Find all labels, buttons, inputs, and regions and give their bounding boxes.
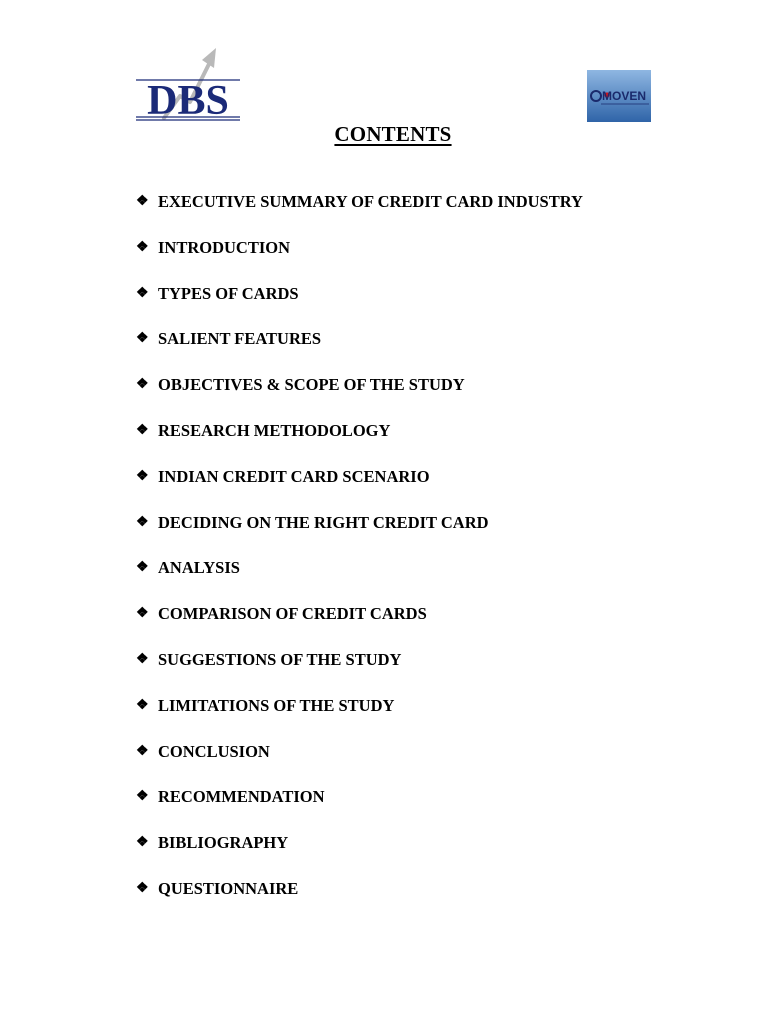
toc-item-label: RECOMMENDATION xyxy=(158,787,325,807)
diamond-four-bullet-icon: ❖ xyxy=(136,560,149,576)
moven-logo-graphic xyxy=(587,70,651,122)
diamond-four-bullet-icon: ❖ xyxy=(136,331,149,347)
diamond-four-bullet-icon: ❖ xyxy=(136,651,149,667)
toc-item xyxy=(136,831,583,877)
toc-item-label: SUGGESTIONS OF THE STUDY xyxy=(158,649,402,669)
diamond-four-bullet-icon: ❖ xyxy=(136,743,149,759)
toc-item xyxy=(136,327,583,373)
toc-item-label: OBJECTIVES & SCOPE OF THE STUDY xyxy=(158,375,465,395)
toc-item xyxy=(136,877,583,923)
diamond-four-bullet-icon: ❖ xyxy=(136,514,149,530)
toc-item xyxy=(136,190,583,236)
toc-item-label: BIBLIOGRAPHY xyxy=(158,833,289,853)
diamond-four-bullet-icon: ❖ xyxy=(136,194,149,209)
toc-item xyxy=(136,694,583,740)
diamond-four-bullet-icon: ❖ xyxy=(136,880,149,896)
toc-item-label: CONCLUSION xyxy=(158,741,270,761)
diamond-four-bullet-icon: ❖ xyxy=(136,835,149,851)
toc-item-label: SALIENT FEATURES xyxy=(158,329,322,349)
diamond-four-bullet-icon: ❖ xyxy=(136,285,149,301)
page-title: CONTENTS xyxy=(334,122,452,146)
diamond-four-bullet-icon: ❖ xyxy=(136,606,149,622)
toc-item xyxy=(136,556,583,602)
toc-item xyxy=(136,511,583,557)
moven-logo xyxy=(587,70,651,122)
toc-item xyxy=(136,282,583,328)
table-of-contents xyxy=(136,190,583,923)
diamond-four-bullet-icon: ❖ xyxy=(136,239,149,255)
dbs-logo-graphic xyxy=(136,46,240,122)
toc-item-label: INTRODUCTION xyxy=(158,237,291,257)
dbs-logo-text: DBS xyxy=(147,78,229,122)
toc-item xyxy=(136,373,583,419)
toc-item xyxy=(136,785,583,831)
toc-item-label: COMPARISON OF CREDIT CARDS xyxy=(158,604,427,624)
toc-item xyxy=(136,236,583,282)
toc-item-label: LIMITATIONS OF THE STUDY xyxy=(158,695,395,715)
toc-item-label: EXECUTIVE SUMMARY OF CREDIT CARD INDUSTRY xyxy=(158,192,583,211)
toc-item-label: TYPES OF CARDS xyxy=(158,283,299,303)
toc-item xyxy=(136,465,583,511)
toc-item xyxy=(136,602,583,648)
toc-item xyxy=(136,740,583,786)
toc-item-label: ANALYSIS xyxy=(158,558,240,578)
diamond-four-bullet-icon: ❖ xyxy=(136,377,149,393)
diamond-four-bullet-icon: ❖ xyxy=(136,697,149,713)
diamond-four-bullet-icon: ❖ xyxy=(136,789,149,805)
moven-logo-text: MOVEN xyxy=(601,89,647,103)
toc-item-label: INDIAN CREDIT CARD SCENARIO xyxy=(158,466,430,486)
toc-item xyxy=(136,419,583,465)
toc-item-label: QUESTIONNAIRE xyxy=(158,878,299,898)
diamond-four-bullet-icon: ❖ xyxy=(136,422,149,438)
diamond-four-bullet-icon: ❖ xyxy=(136,468,149,484)
toc-item-label: RESEARCH METHODOLOGY xyxy=(158,420,391,440)
toc-item xyxy=(136,648,583,694)
toc-item-label: DECIDING ON THE RIGHT CREDIT CARD xyxy=(158,512,489,532)
dbs-logo xyxy=(136,46,240,122)
